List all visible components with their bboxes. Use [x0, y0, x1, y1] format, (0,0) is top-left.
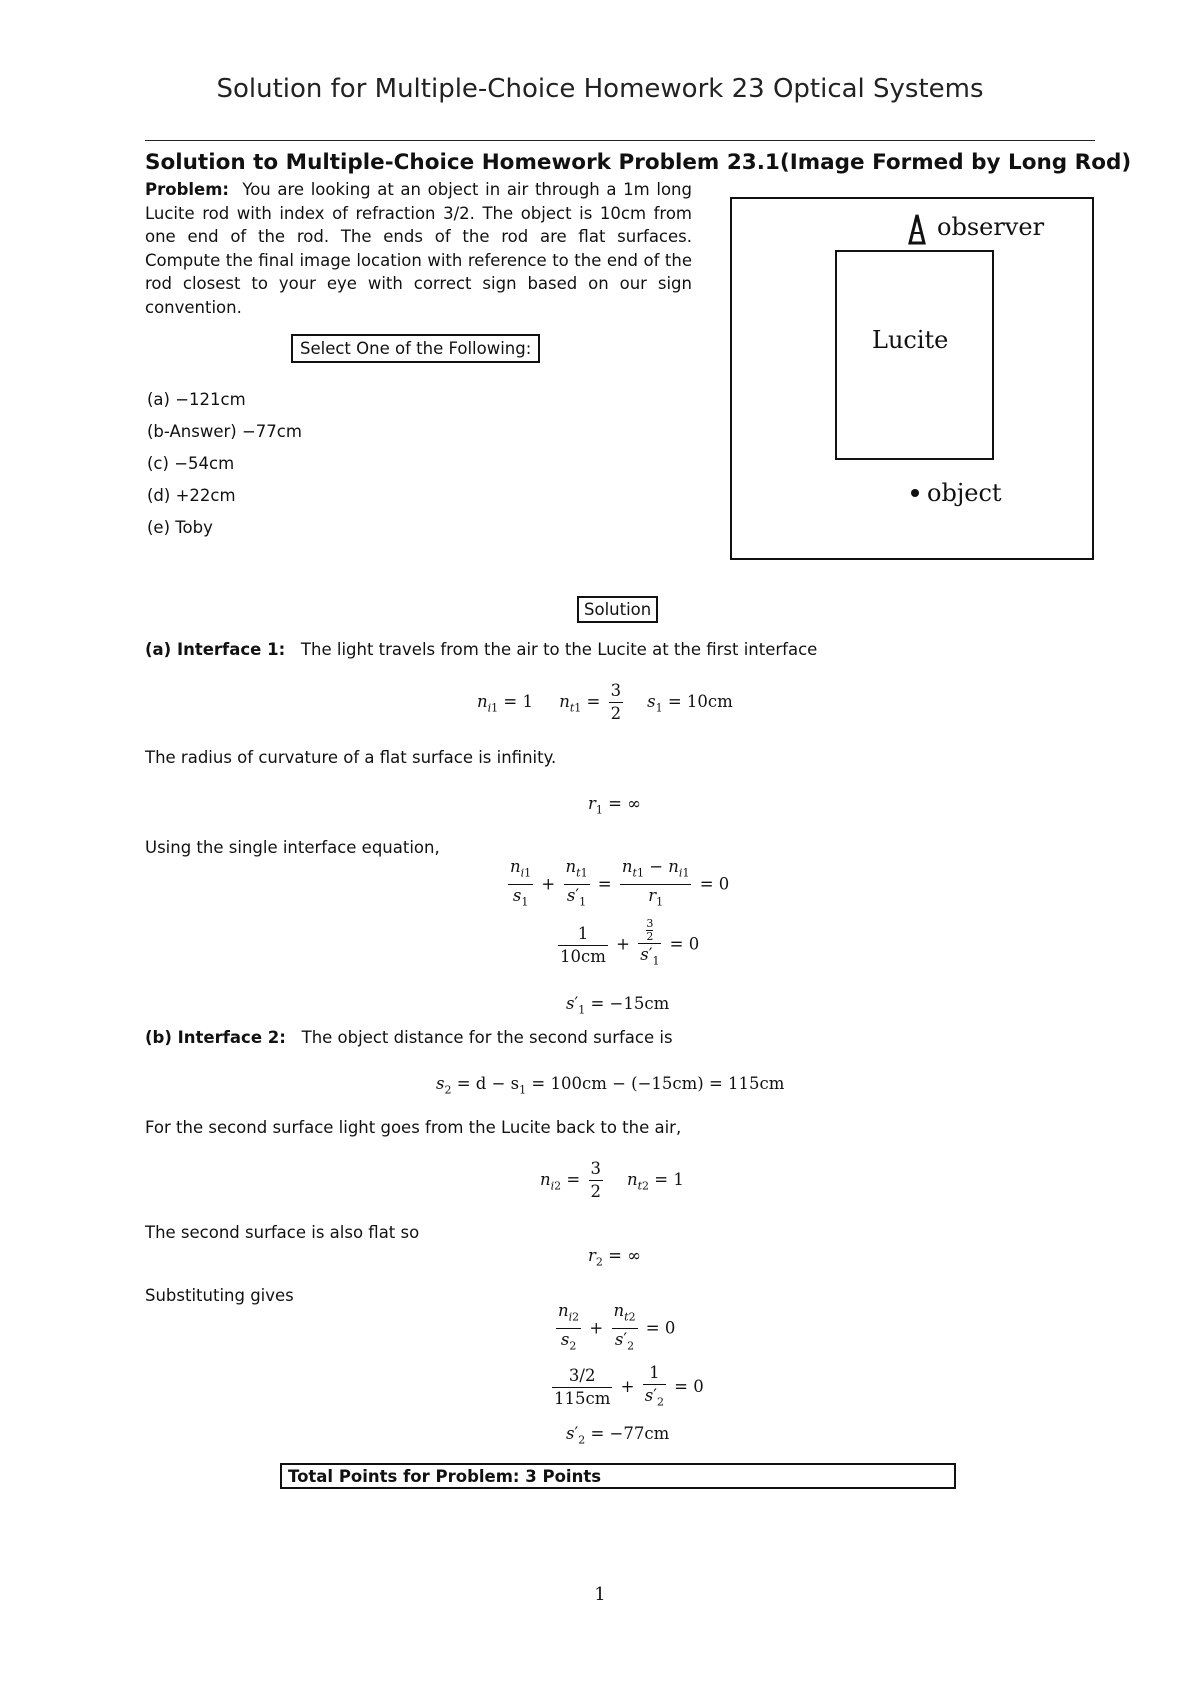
eq-r1: $r_1$ = ∞ [588, 794, 641, 817]
n-i2-fraction [589, 1158, 604, 1203]
r2-value: ∞ [627, 1246, 641, 1265]
object-label: object [927, 479, 1002, 507]
eq-s1-prime: $s'_1 = -15cm$ [566, 994, 670, 1017]
s2-values: = 100cm − (−15cm) = 115cm [531, 1074, 785, 1093]
eq-b2-rhs: 0 [693, 1377, 704, 1397]
total-points-box: Total Points for Problem: 3 Points [280, 1463, 956, 1489]
eq-s2: $s_2 = d - s_1 = 100cm - (-15cm) = 115cm$ [436, 1074, 785, 1097]
n-t1-den: 2 [610, 704, 622, 723]
part-b-heading: (b) Interface 2: [145, 1028, 286, 1047]
eq-a2-den: 10cm [560, 946, 606, 966]
eq-substituted-b: $\frac{3/2}{115cm}$ + $\frac{1}{s'_2}$ = 0 [554, 1363, 704, 1409]
flat-text: The second surface is also flat so [145, 1223, 420, 1242]
eq-b-rhs: 0 [664, 1318, 676, 1338]
eye-icon [910, 215, 924, 243]
eq-a2-inner-den: 2 [646, 930, 654, 943]
problem-title: Solution to Multiple-Choice Homework Problem 23.1(Image Formed by Long Rod) [145, 150, 1132, 175]
n-t2-value: 1 [673, 1170, 684, 1189]
radius-text: The radius of curvature of a flat surface is infinity. [145, 748, 557, 767]
eq-a2-num: 1 [558, 923, 608, 946]
lucite-label: Lucite [872, 326, 949, 354]
n-i1-value: 1 [522, 692, 533, 711]
part-b-text: The object distance for the second surface is [301, 1028, 673, 1047]
s1-value: 10cm [686, 692, 733, 711]
eq-a-rhs: 0 [718, 874, 730, 894]
eq-single-interface: $\frac{n_{i1}}{s_1}$ + $\frac{n_{t1}}{s'_1}$ = $\frac{n_{t1} - n_{i1}}{r_1}$ = 0 [510, 857, 730, 909]
problem-statement [145, 178, 692, 319]
object-dot [911, 489, 919, 497]
s2-expr: = d − s [456, 1074, 520, 1093]
substituting-text: Substituting gives [145, 1286, 294, 1305]
eq-indices-2: $n_{i2}$ = $\frac{3}{2}$ $n_{t2} = 1$ [540, 1159, 684, 1201]
n-t1-fraction [609, 680, 624, 725]
part-b-intro [145, 1028, 673, 1047]
problem-label: Problem: [145, 180, 230, 199]
eq-single-interface-2: $\frac{n_{i2}}{s_2}$ + $\frac{n_{t2}}{s'_2}$ = 0 [558, 1301, 676, 1353]
select-label-box: Select One of the Following: [291, 334, 540, 363]
eq-b2-num2: 1 [643, 1362, 666, 1385]
n-i2-den: 2 [590, 1182, 601, 1201]
s2-prime-value: −77cm [609, 1424, 670, 1443]
problem-text: You are looking at an object in air through a 1m long Lucite rod with index of refraction 3/2. The object is 10cm from one end of the rod. The ends of the rod are flat surfaces. Compute the final image location with reference to the end of the rod closest to your eye with correct sign based on our sign convention. [145, 180, 692, 317]
option-d: (d) +22cm [147, 486, 236, 505]
rod-figure [730, 197, 1094, 560]
part-a-intro [145, 640, 817, 659]
n-t1-num: 3 [609, 680, 624, 703]
page-number: 1 [594, 1584, 606, 1605]
r1-value: ∞ [627, 794, 641, 813]
observer-label: observer [937, 213, 1045, 241]
option-c: (c) −54cm [147, 454, 235, 473]
part-a-heading: (a) Interface 1: [145, 640, 286, 659]
eq-a2-inner-num: 3 [646, 917, 654, 930]
part-a-text: The light travels from the air to the Lucite at the first interface [300, 640, 818, 659]
eq-r2: $r_2$ = ∞ [588, 1246, 641, 1269]
eq-b2-num: 3/2 [552, 1365, 612, 1388]
option-a: (a) −121cm [147, 390, 246, 409]
header-rule [145, 140, 1095, 141]
rod-figure-drawing [732, 199, 1092, 559]
n-i2-num: 3 [589, 1158, 604, 1181]
lucite-rod [836, 251, 993, 459]
eq-indices-1: $n_{i1} = 1$ $n_{t1}$ = $\frac{3}{2}$ $s_1 = 10cm$ [477, 681, 733, 723]
option-b: (b-Answer) −77cm [147, 422, 302, 441]
eq-s2-prime: $s'_2 = -77cm$ [566, 1424, 670, 1447]
single-interface-text: Using the single interface equation, [145, 838, 440, 857]
eq-b2-den: 115cm [554, 1389, 611, 1409]
eq-substituted-a: $\frac{1}{10cm}$ + $\frac{\frac{3}{2}}{s'_1}$ = 0 [560, 917, 700, 968]
page-header: Solution for Multiple-Choice Homework 23 Optical Systems [216, 74, 984, 104]
option-e: (e) Toby [147, 518, 213, 537]
eq-a2-rhs: 0 [688, 934, 700, 954]
s1-prime-value: −15cm [609, 994, 670, 1013]
solution-label-box: Solution [577, 596, 658, 623]
back-to-air-text: For the second surface light goes from the Lucite back to the air, [145, 1118, 682, 1137]
